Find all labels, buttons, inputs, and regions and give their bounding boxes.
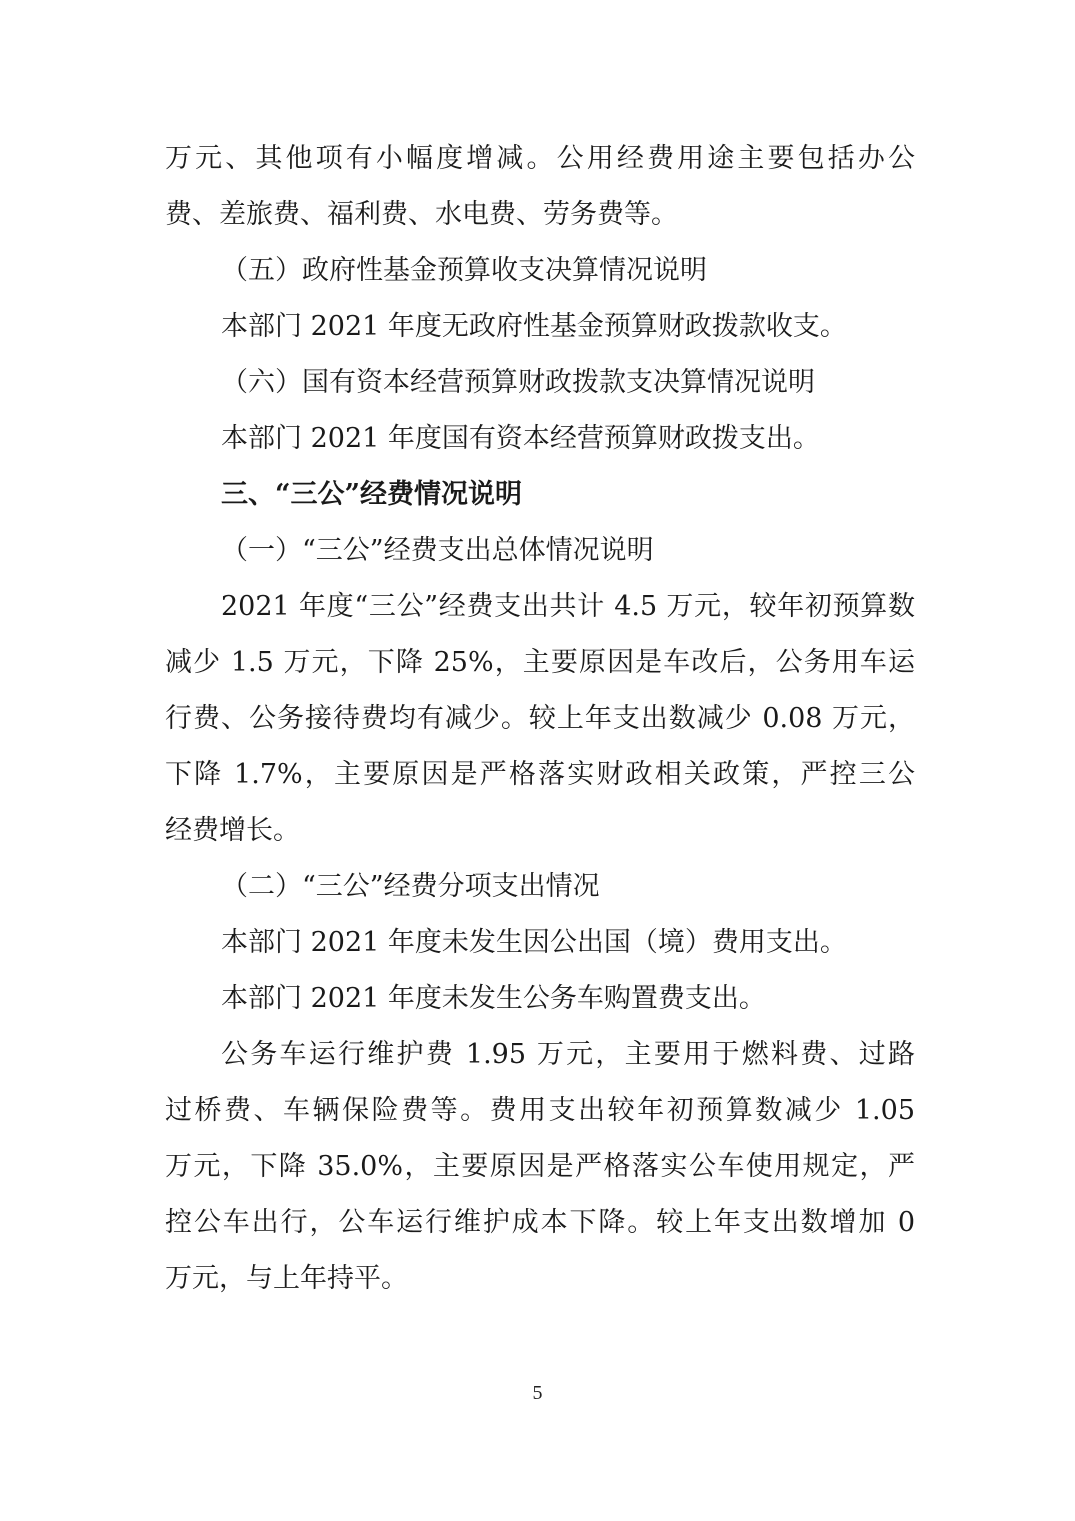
- text-line: 过桥费、车辆保险费等。费用支出较年初预算数减少 1.05: [165, 1095, 915, 1126]
- subheading: （二）“三公”经费分项支出情况: [221, 871, 600, 902]
- page-body: [165, 131, 915, 1307]
- text-line: 本部门 2021 年度国有资本经营预算财政拨支出。: [221, 423, 820, 454]
- text-line: 经费增长。: [165, 815, 300, 846]
- text-line: 本部门 2021 年度未发生因公出国（境）费用支出。: [221, 927, 847, 958]
- text-line: 万元，与上年持平。: [165, 1263, 408, 1294]
- subheading: （五）政府性基金预算收支决算情况说明: [221, 255, 707, 286]
- text-line: 控公车出行，公车运行维护成本下降。较上年支出数增加 0: [165, 1207, 915, 1238]
- text-line: 行费、公务接待费均有减少。较上年支出数减少 0.08 万元，: [165, 703, 915, 734]
- text-line: 2021 年度“三公”经费支出共计 4.5 万元，较年初预算数: [221, 591, 915, 622]
- text-line: 减少 1.5 万元，下降 25%，主要原因是车改后，公务用车运: [165, 647, 915, 678]
- text-line: 本部门 2021 年度无政府性基金预算财政拨款收支。: [221, 311, 847, 342]
- page-number: 5: [532, 1382, 543, 1404]
- subheading: （六）国有资本经营预算财政拨款支决算情况说明: [221, 367, 815, 398]
- section-heading: 三、“三公”经费情况说明: [221, 479, 523, 510]
- text-line: 万元、其他项有小幅度增减。公用经费用途主要包括办公: [165, 143, 915, 174]
- text-line: 下降 1.7%，主要原因是严格落实财政相关政策，严控三公: [165, 759, 915, 790]
- text-line: 本部门 2021 年度未发生公务车购置费支出。: [221, 983, 766, 1014]
- text-line: 公务车运行维护费 1.95 万元，主要用于燃料费、过路: [221, 1039, 915, 1070]
- text-line: 万元，下降 35.0%，主要原因是严格落实公车使用规定，严: [165, 1151, 915, 1182]
- text-line: 费、差旅费、福利费、水电费、劳务费等。: [165, 199, 678, 230]
- subheading: （一）“三公”经费支出总体情况说明: [221, 535, 654, 566]
